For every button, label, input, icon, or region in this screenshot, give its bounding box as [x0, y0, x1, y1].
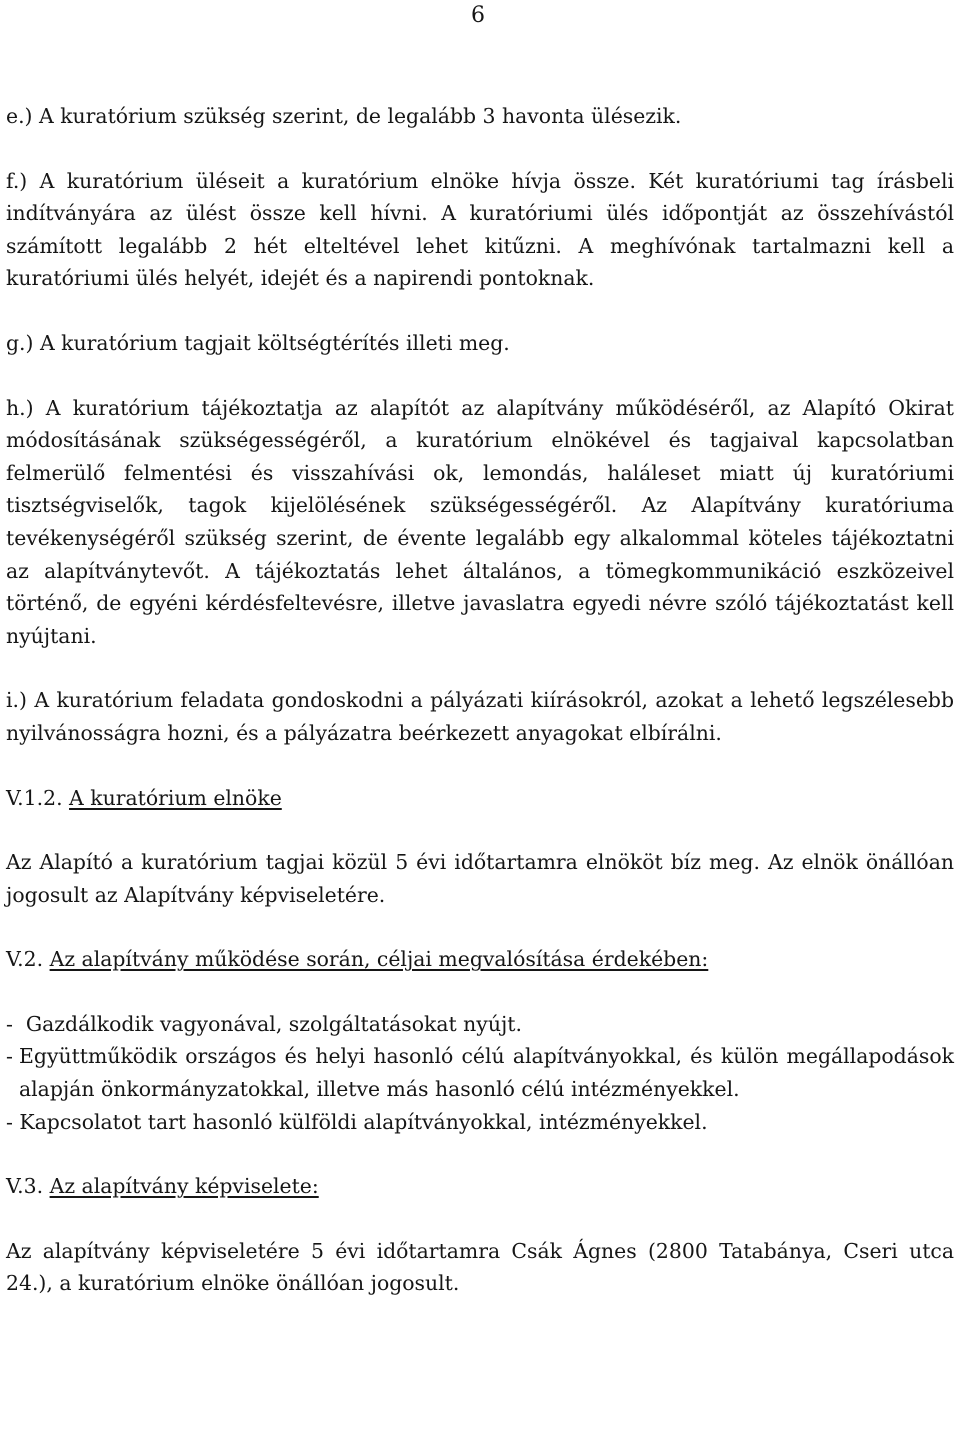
- section-v2-number: V.2.: [6, 947, 44, 972]
- paragraph-f: f.) A kuratórium üléseit a kuratórium elnöke hívja össze. Két kuratóriumi tag írásbeli indítványára az ülést össze kell hívni. A kuratóriumi ülés időpontját az összehívástól számított legalább 2 hét elteltével lehet kitűzni. A meghívónak tartalmazni kell a kuratóriumi ülés helyét, idejét és a napirendi pontoknak.: [6, 168, 954, 291]
- paragraph-g: g.) A kuratórium tagjait költségtérítés illeti meg.: [6, 330, 510, 355]
- section-v12-number: V.1.2.: [6, 785, 63, 810]
- list-dash: -: [6, 1011, 13, 1036]
- section-v3-body: Az alapítvány képviseletére 5 évi időtartamra Csák Ágnes (2800 Tatabánya, Cseri utca 24.), a kuratórium elnöke önállóan jogosult.: [6, 1238, 954, 1296]
- page-number: 6: [471, 3, 485, 28]
- section-v2-title: Az alapítvány működése során, céljai megvalósítása érdekében:: [49, 947, 709, 972]
- section-v12-body: Az Alapító a kuratórium tagjai közül 5 évi időtartamra elnököt bíz meg. Az elnök önállóan jogosult az Alapítvány képviseletére.: [6, 850, 954, 907]
- list-item-text: Gazdálkodik vagyonával, szolgáltatásokat nyújt.: [25, 1011, 522, 1036]
- list-item-text: Együttműködik országos és helyi hasonló célú alapítványokkal, és külön megállapodások alapján önkormányzatokkal, illetve más hasonló célú intézményekkel.: [19, 1044, 954, 1102]
- section-v12-title: A kuratórium elnöke: [69, 785, 282, 810]
- section-v2-heading: [6, 943, 954, 976]
- paragraph-h: h.) A kuratórium tájékoztatja az alapítót az alapítvány működéséről, az Alapító Okirat módosításának szükségességéről, a kuratórium elnökével és tagjaival kapcsolatban felmerülő felmentési és visszahívási ok, lemondás, haláleset miatt új kuratóriumi tisztségviselők, tagok kijelölésének szükségességéről. Az Alapítvány kuratóriuma tevékenységéről szükség szerint, de évente legalább egy alkalommal köteles tájékoztatni az alapítványtevőt. A tájékoztatás lehet általános, a tömegkommunikáció eszközeivel történő, de egyéni kérdésfeltevésre, illetve javaslatra egyedi névre szóló tájékoztatást kell nyújtani.: [6, 395, 954, 648]
- section-v3-title: Az alapítvány képviselete:: [49, 1174, 319, 1199]
- document-body: [6, 100, 954, 1332]
- list-dash: -: [6, 1044, 13, 1069]
- list-item-text: Kapcsolatot tart hasonló külföldi alapítványokkal, intézményekkel.: [19, 1109, 708, 1134]
- list-item: [6, 1106, 954, 1139]
- list-item: [6, 1040, 954, 1105]
- section-v12-heading: [6, 782, 954, 815]
- section-v3-number: V.3.: [6, 1174, 44, 1199]
- paragraph-e: e.) A kuratórium szükség szerint, de legalább 3 havonta ülésezik.: [6, 104, 682, 128]
- list-dash: -: [6, 1109, 13, 1134]
- list-item: [6, 1008, 954, 1041]
- section-v2-list: [6, 1008, 954, 1138]
- section-v3-heading: [6, 1170, 954, 1203]
- paragraph-i: i.) A kuratórium feladata gondoskodni a pályázati kiírásokról, azokat a lehető legszélesebb nyilvánosságra hozni, és a pályázatra beérkezett anyagokat elbírálni.: [6, 688, 954, 745]
